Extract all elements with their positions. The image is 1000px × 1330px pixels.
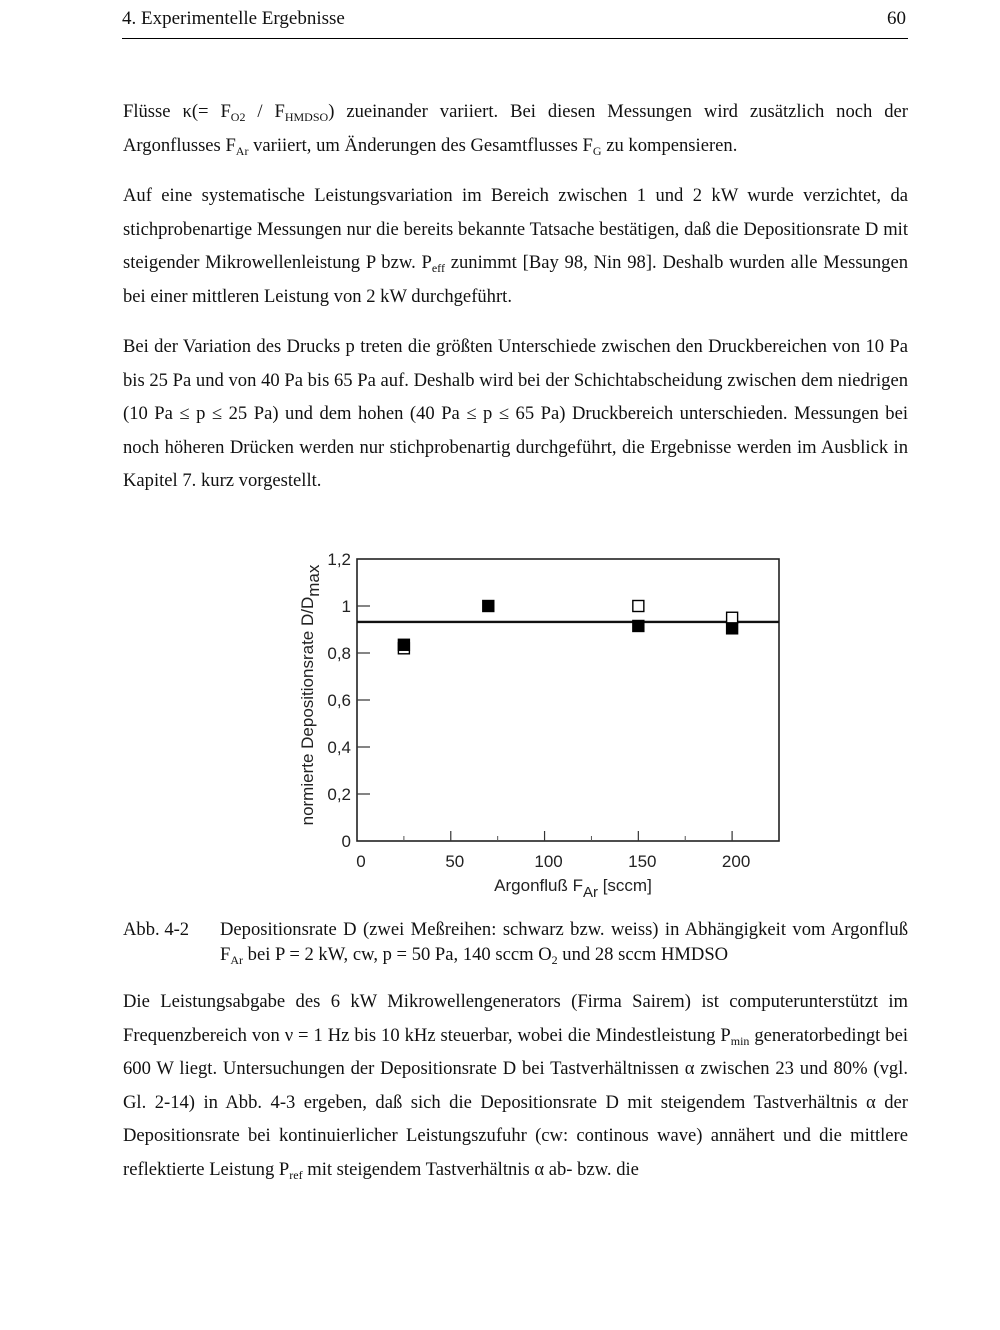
paragraph-3: Bei der Variation des Drucks p treten die größten Unterschiede zwischen den Druckbereichen von 10 Pa bis 25 Pa und von 40 Pa bis 65 Pa auf. Deshalb wird bei der Schichtabscheidung zwischen dem niedrigen (10 Pa ≤ p ≤ 25 Pa) und dem hohen (40 Pa ≤ p ≤ 65 Pa) Druckbereich unterschieden. Messungen bei noch höheren Drücken werden nur stichprobenartig durchgeführt, die Ergebnisse werden im Ausblick in Kapitel 7. kurz vorgestellt.: [123, 336, 908, 491]
open-square-marker: [727, 612, 738, 623]
y-tick-label: 0,4: [327, 738, 351, 757]
y-axis-label: normierte Depositionsrate D/Dmax: [298, 564, 323, 826]
chapter-title: 4. Experimentelle Ergebnisse: [122, 8, 345, 29]
x-axis-label: Argonfluß FAr [sccm]: [494, 876, 652, 901]
paragraph-4: Die Leistungsabgabe des 6 kW Mikrowellengenerators (Firma Sairem) ist computerunterstützt im Frequenzbereich von ν = 1 Hz bis 10 kHz steuerbar, wobei die Mindestleistung $P_{min}$ generatorbedingt bei 600 W liegt. Untersuchungen der Depositionsrate D bei Tastverhältnissen α zwischen 23 und 80% (vgl. Gl. 2-14) in Abb. 4-3 ergeben, daß sich die Depositionsrate D mit steigendem Tastverhältnis α der Depositionsrate bei kontinuierlicher Leistungszufuhr (cw: continous wave) annähert und die mittlere reflektierte Leistung $P_{ref}$ mit steigendem Tastverhältnis α ab- bzw. die: [123, 991, 909, 1182]
paragraph-1: Flüsse $\kappa(= F_{O2} / F_{HMDSO})$ zueinander variiert. Bei diesen Messungen wird zusätzlich noch der Argonflusses $F_{Ar}$ variiert, um Änderungen des Gesamtflusses $F_G$ zu kompensieren.: [123, 101, 908, 158]
x-tick-label: 100: [534, 852, 563, 871]
x-tick-label: 200: [721, 852, 751, 871]
filled-square-marker: [727, 623, 738, 634]
caption-text: Depositionsrate D (zwei Meßreihen: schwarz bzw. weiss) in Abhängigkeit vom Argonfluß $F_{Ar}$ bei P = 2 kW, cw, p = 50 Pa, 140 sccm $O_2$ und 28 sccm HMDSO: [220, 919, 908, 967]
filled-square-marker: [398, 639, 409, 650]
y-tick-label: 1,2: [327, 550, 351, 569]
y-tick-label: 0,2: [327, 785, 351, 804]
scatter-plot: [290, 545, 790, 905]
x-tick-label: 150: [628, 852, 657, 871]
open-square-marker: [633, 601, 644, 612]
y-tick-label: 0,6: [327, 691, 351, 710]
y-tick-label: 0,8: [327, 644, 351, 663]
page-number: 60: [887, 8, 906, 29]
plot-frame: [357, 559, 779, 841]
x-tick-label: 0: [356, 852, 366, 871]
x-tick-label: 50: [445, 852, 465, 871]
caption-label: Abb. 4-2: [123, 919, 190, 940]
y-tick-label: 0: [341, 832, 351, 851]
filled-square-marker: [633, 620, 644, 631]
y-tick-label: 1: [341, 597, 351, 616]
figure-chart: [290, 545, 790, 905]
paragraph-2: Auf eine systematische Leistungsvariation im Bereich zwischen 1 und 2 kW wurde verzichtet, da stichprobenartige Messungen nur die bereits bekannte Tatsache bestätigen, daß die Depositionsrate D mit steigender Mikrowellenleistung P bzw. $P_{eff}$ zunimmt [Bay 98, Nin 98]. Deshalb wurden alle Messungen bei einer mittleren Leistung von 2 kW durchgeführt.: [123, 185, 908, 307]
running-header: [122, 6, 908, 39]
filled-square-marker: [483, 601, 494, 612]
